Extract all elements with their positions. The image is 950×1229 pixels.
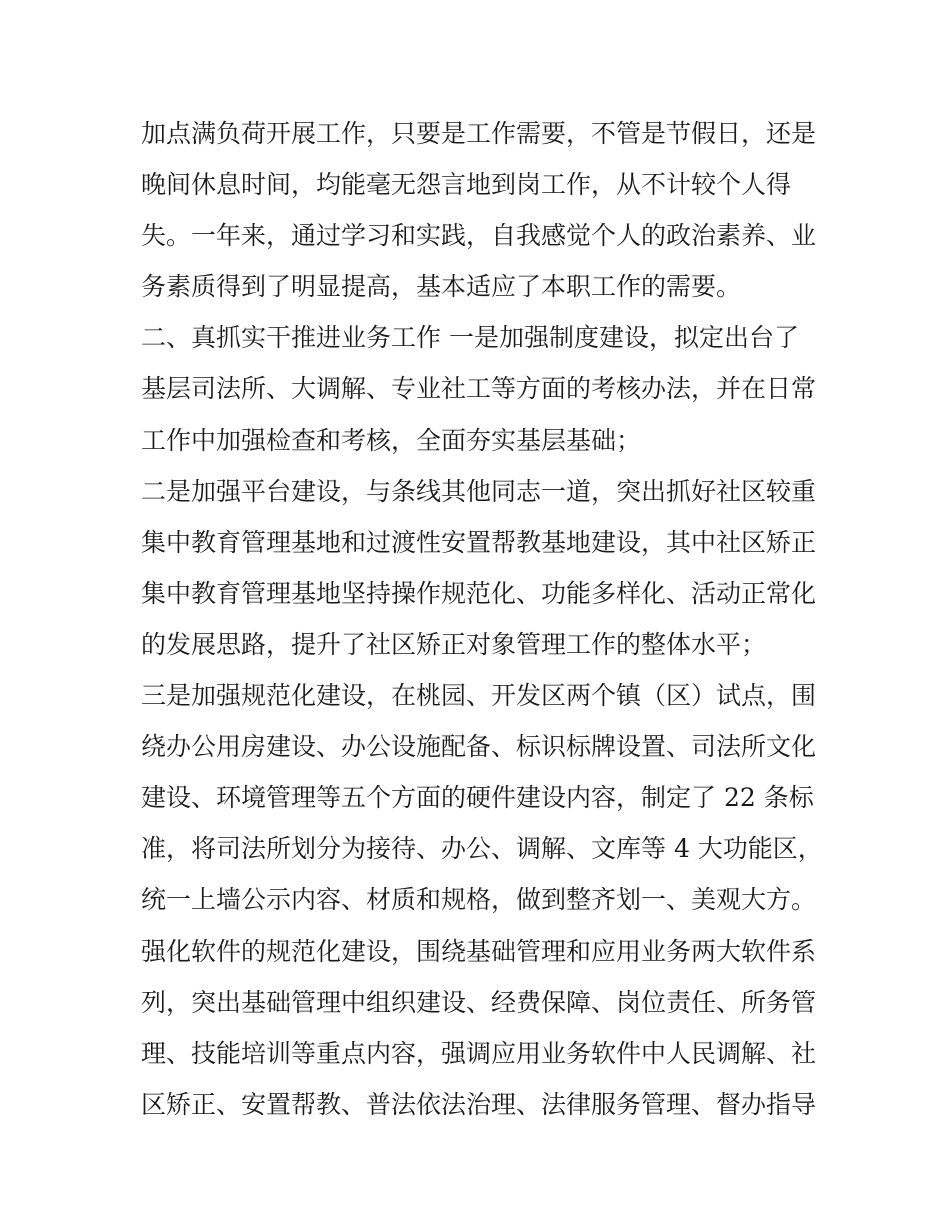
text-line: 的发展思路，提升了社区矫正对象管理工作的整体水平； [141,629,767,659]
text-line: 列，突出基础管理中组织建设、经费保障、岗位责任、所务管 [141,987,817,1017]
text-line: 理、技能培训等重点内容，强调应用业务软件中人民调解、社 [141,1038,817,1068]
text-line: 统一上墙公示内容、材质和规格，做到整齐划一、美观大方。 [141,885,817,915]
text-line: 工作中加强检查和考核，全面夯实基层基础； [141,425,642,455]
text-line: 强化软件的规范化建设，围绕基础管理和应用业务两大软件系 [141,936,817,966]
text-line: 三是加强规范化建设，在桃园、开发区两个镇（区）试点，围 [141,681,817,711]
text-line: 二、真抓实干推进业务工作 一是加强制度建设，拟定出台了 [141,323,799,353]
body-text [141,108,821,1130]
text-line: 集中教育管理基地和过渡性安置帮教基地建设，其中社区矫正 [141,527,817,557]
text-line: 建设、环境管理等五个方面的硬件建设内容，制定了 22 条标 [141,783,814,813]
text-line: 二是加强平台建设，与条线其他同志一道，突出抓好社区较重 [141,476,817,506]
text-line: 绕办公用房建设、办公设施配备、标识标牌设置、司法所文化 [141,732,817,762]
text-line: 失。一年来，通过学习和实践，自我感觉个人的政治素养、业 [141,221,817,251]
text-line: 基层司法所、大调解、专业社工等方面的考核办法，并在日常 [141,374,817,404]
text-line: 区矫正、安置帮教、普法依法治理、法律服务管理、督办指导 [141,1089,817,1119]
text-line: 晚间休息时间，均能毫无怨言地到岗工作，从不计较个人得 [141,170,792,200]
text-line: 集中教育管理基地坚持操作规范化、功能多样化、活动正常化 [141,578,817,608]
text-line: 务素质得到了明显提高，基本适应了本职工作的需要。 [141,272,742,302]
text-line: 加点满负荷开展工作，只要是工作需要，不管是节假日，还是 [141,119,817,148]
text-line: 准，将司法所划分为接待、办公、调解、文库等 4 大功能区， [141,834,823,864]
